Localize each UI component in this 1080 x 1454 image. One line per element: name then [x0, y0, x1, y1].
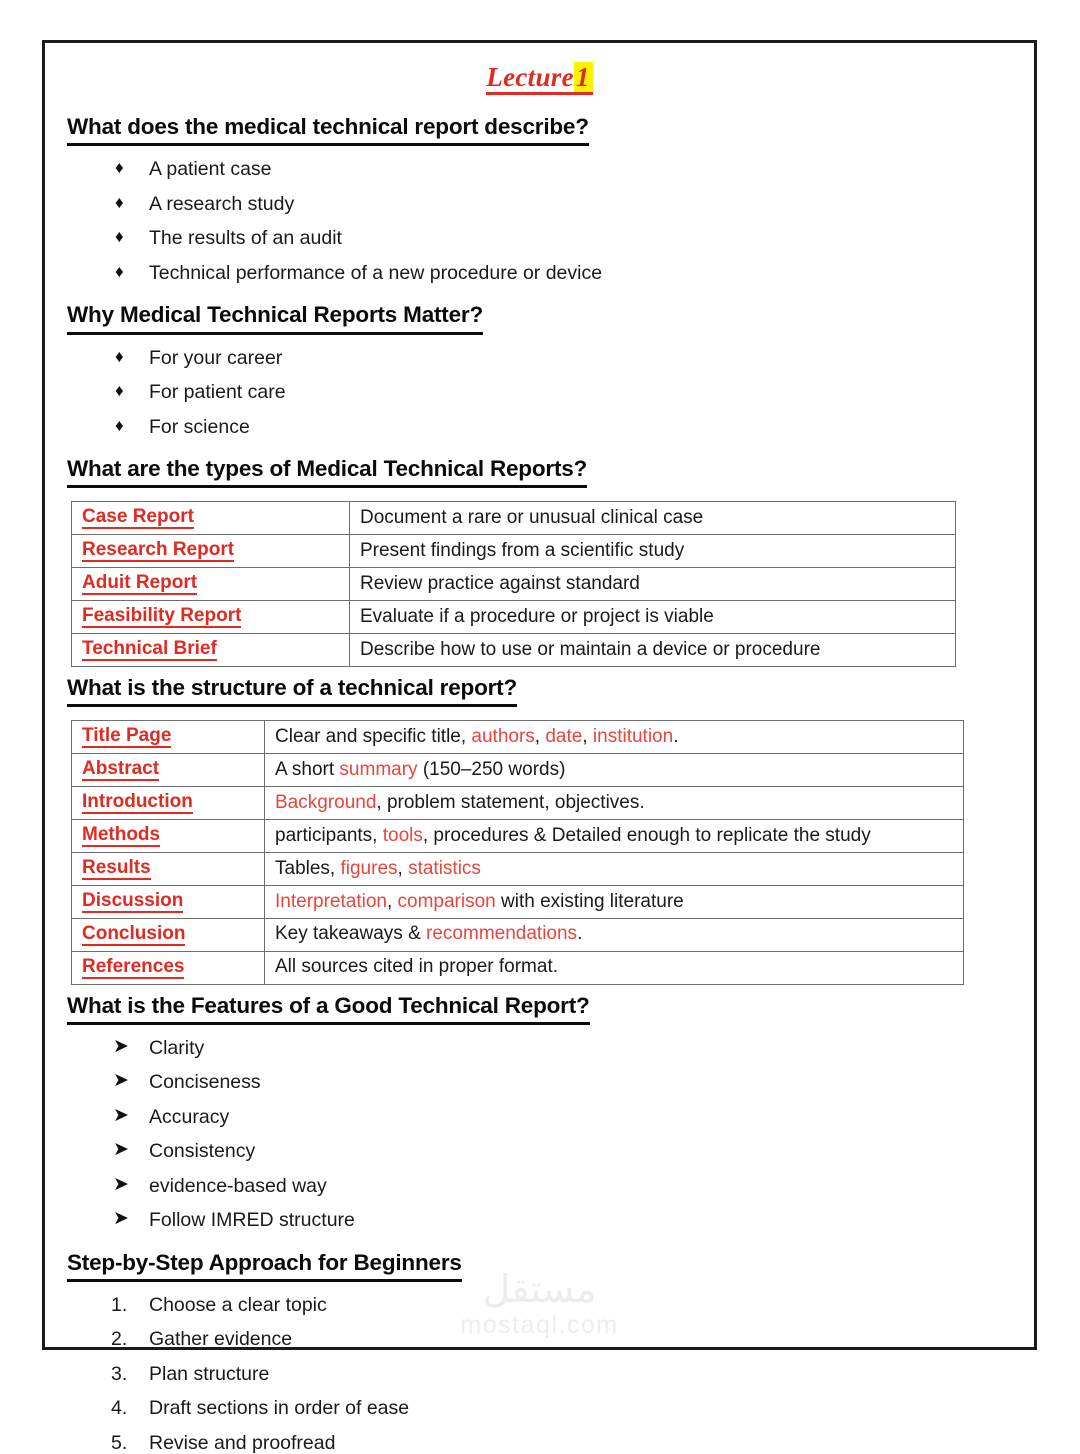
- table-row: [72, 753, 964, 786]
- table-cell-value: [265, 951, 964, 984]
- heading-features-good-report: What is the Features of a Good Technical Report?: [67, 992, 590, 1025]
- list-item: [105, 415, 1012, 438]
- table-cell-key: Title Page: [72, 721, 265, 754]
- list-item: [105, 1035, 1012, 1059]
- list-item-label: evidence-based way: [149, 1174, 327, 1197]
- list-item: [105, 261, 1012, 284]
- list-item-label: A research study: [149, 192, 295, 215]
- section-why-matter: [67, 301, 1012, 437]
- diamond-bullet-icon: ♦: [115, 158, 124, 178]
- highlighted-term: recommendations: [426, 923, 578, 945]
- heading-types-of-reports: What are the types of Medical Technical Reports?: [67, 455, 587, 488]
- list-item: [105, 1070, 1012, 1094]
- lecture-title-text: Lecture: [486, 62, 574, 92]
- plain-term: with existing literature: [495, 890, 684, 912]
- table-row: [72, 819, 964, 852]
- list-item-label: Revise and proofread: [149, 1431, 336, 1454]
- arrow-bullet-icon: ➤: [113, 1104, 129, 1126]
- arrow-bullet-icon: ➤: [113, 1070, 129, 1092]
- table-cell-key: Results: [72, 852, 265, 885]
- table-row: [72, 535, 956, 568]
- table-cell-value: [265, 721, 964, 754]
- list-number: 2.: [111, 1328, 128, 1351]
- plain-term: participants,: [275, 824, 383, 846]
- table-row: [72, 786, 964, 819]
- list-item-label: Conciseness: [149, 1071, 261, 1094]
- plain-term: A short: [275, 758, 340, 780]
- arrow-bullet-icon: ➤: [113, 1139, 129, 1161]
- table-cell-value: [265, 786, 964, 819]
- section-types: [67, 455, 1012, 667]
- table-row: [72, 721, 964, 754]
- table-cell-key: Case Report: [72, 502, 350, 535]
- highlighted-term: summary: [339, 758, 418, 780]
- list-item-label: Plan structure: [149, 1362, 270, 1385]
- table-report-structure: [71, 720, 964, 985]
- list-number: 4.: [111, 1397, 128, 1420]
- plain-term: ,: [386, 890, 398, 912]
- diamond-bullet-icon: ♦: [115, 381, 124, 401]
- watermark-latin-text: mostaql.com: [460, 1310, 619, 1339]
- document-page-border: [42, 40, 1037, 1454]
- table-cell-key: References: [72, 951, 265, 984]
- list-beginner-steps: [67, 1293, 1012, 1454]
- table-row: [72, 633, 956, 666]
- table-cell-key: Abstract: [72, 753, 265, 786]
- diamond-bullet-icon: ♦: [115, 192, 124, 212]
- list-item: [105, 346, 1012, 369]
- list-item-label: A patient case: [149, 158, 272, 181]
- list-item: [105, 1293, 1012, 1316]
- highlighted-term: Background: [275, 791, 377, 813]
- diamond-bullet-icon: ♦: [115, 261, 124, 281]
- list-item: [105, 1399, 1012, 1419]
- table-cell-value: [265, 819, 964, 852]
- plain-term: ,: [534, 725, 546, 747]
- highlighted-term: date: [545, 725, 583, 747]
- highlighted-term: figures: [340, 857, 398, 879]
- table-row: [72, 568, 956, 601]
- highlighted-term: authors: [471, 725, 535, 747]
- plain-term: All sources cited in proper format.: [275, 956, 559, 978]
- section-features: [67, 992, 1012, 1231]
- table-cell-value: Evaluate if a procedure or project is viable: [350, 601, 956, 634]
- table-row: [72, 885, 964, 918]
- list-item-label: For your career: [149, 346, 283, 369]
- table-cell-value: Review practice against standard: [350, 568, 956, 601]
- list-item: [105, 1208, 1012, 1232]
- table-row: [72, 852, 964, 885]
- plain-term: Tables,: [275, 857, 341, 879]
- table-cell-value: Present findings from a scientific study: [350, 535, 956, 568]
- highlighted-term: institution: [592, 725, 674, 747]
- table-report-types: [71, 501, 956, 667]
- list-item: [105, 383, 1012, 403]
- highlighted-term: statistics: [408, 857, 481, 879]
- section-step-by-step: [67, 1249, 1012, 1454]
- table-row: [72, 951, 964, 984]
- list-item: [105, 1431, 1012, 1454]
- table-cell-key: Conclusion: [72, 918, 265, 951]
- table-cell-value: [265, 918, 964, 951]
- structure-table-body: [72, 721, 964, 985]
- arrow-bullet-icon: ➤: [113, 1035, 129, 1057]
- section-describe: [67, 113, 1012, 283]
- list-item: [105, 160, 1012, 180]
- list-item: [105, 1173, 1012, 1197]
- plain-term: , procedures & Detailed enough to replicate the study: [422, 824, 871, 846]
- table-row: [72, 918, 964, 951]
- plain-term: Key takeaways &: [275, 923, 427, 945]
- table-row: [72, 601, 956, 634]
- arrow-bullet-icon: ➤: [113, 1173, 129, 1195]
- list-item: [105, 1362, 1012, 1385]
- lecture-number-highlight: 1: [574, 62, 593, 92]
- plain-term: Clear and specific title,: [275, 725, 472, 747]
- list-number: 5.: [111, 1431, 128, 1454]
- plain-term: ,: [397, 857, 409, 879]
- list-good-report-features: [67, 1035, 1012, 1232]
- list-item: [105, 1104, 1012, 1128]
- list-report-describes: [67, 160, 1012, 283]
- list-item: [105, 192, 1012, 215]
- watermark-arabic-text: مستقل: [482, 1266, 597, 1311]
- list-why-matter: [67, 346, 1012, 438]
- table-cell-value: Describe how to use or maintain a device or procedure: [350, 633, 956, 666]
- list-item: [105, 229, 1012, 249]
- plain-term: , problem statement, objectives.: [376, 791, 645, 813]
- heading-step-by-step-approach: Step-by-Step Approach for Beginners: [67, 1249, 462, 1282]
- list-item-label: Follow IMRED structure: [149, 1209, 355, 1232]
- list-item-label: Clarity: [149, 1036, 205, 1059]
- diamond-bullet-icon: ♦: [115, 346, 124, 366]
- section-structure: [67, 674, 1012, 985]
- table-cell-key: Introduction: [72, 786, 265, 819]
- list-item-label: Draft sections in order of ease: [149, 1397, 410, 1420]
- document-body: [45, 43, 1034, 1454]
- table-cell-key: Research Report: [72, 535, 350, 568]
- plain-term: (150–250 words): [417, 758, 566, 780]
- highlighted-term: tools: [382, 824, 423, 846]
- list-item-label: Technical performance of a new procedure or device: [149, 261, 603, 284]
- list-number: 1.: [111, 1293, 128, 1316]
- table-row: [72, 502, 956, 535]
- list-item-label: For science: [149, 415, 250, 438]
- plain-term: ,: [582, 725, 593, 747]
- plain-term: .: [673, 725, 679, 747]
- list-item-label: Gather evidence: [149, 1328, 293, 1351]
- diamond-bullet-icon: ♦: [115, 415, 124, 435]
- heading-what-does-report-describe: What does the medical technical report describe?: [67, 113, 589, 146]
- list-item: [105, 1139, 1012, 1163]
- table-cell-key: Discussion: [72, 885, 265, 918]
- diamond-bullet-icon: ♦: [115, 227, 124, 247]
- list-item-label: Accuracy: [149, 1105, 230, 1128]
- list-item-label: Consistency: [149, 1140, 256, 1163]
- list-item-label: For patient care: [149, 381, 286, 404]
- list-item: [105, 1330, 1012, 1350]
- table-cell-value: [265, 852, 964, 885]
- table-cell-value: [265, 885, 964, 918]
- heading-why-reports-matter: Why Medical Technical Reports Matter?: [67, 301, 483, 334]
- arrow-bullet-icon: ➤: [113, 1208, 129, 1230]
- plain-term: .: [577, 923, 583, 945]
- table-cell-key: Aduit Report: [72, 568, 350, 601]
- table-cell-key: Methods: [72, 819, 265, 852]
- table-cell-value: Document a rare or unusual clinical case: [350, 502, 956, 535]
- list-item-label: The results of an audit: [149, 227, 342, 250]
- lecture-title-row: [67, 63, 1012, 95]
- list-item-label: Choose a clear topic: [149, 1293, 327, 1316]
- page-title: [486, 63, 592, 95]
- highlighted-term: comparison: [397, 890, 496, 912]
- list-number: 3.: [111, 1362, 128, 1385]
- table-cell-value: [265, 753, 964, 786]
- heading-structure-of-report: What is the structure of a technical report?: [67, 674, 517, 707]
- table-cell-key: Technical Brief: [72, 633, 350, 666]
- table-cell-key: Feasibility Report: [72, 601, 350, 634]
- highlighted-term: Interpretation: [275, 890, 387, 912]
